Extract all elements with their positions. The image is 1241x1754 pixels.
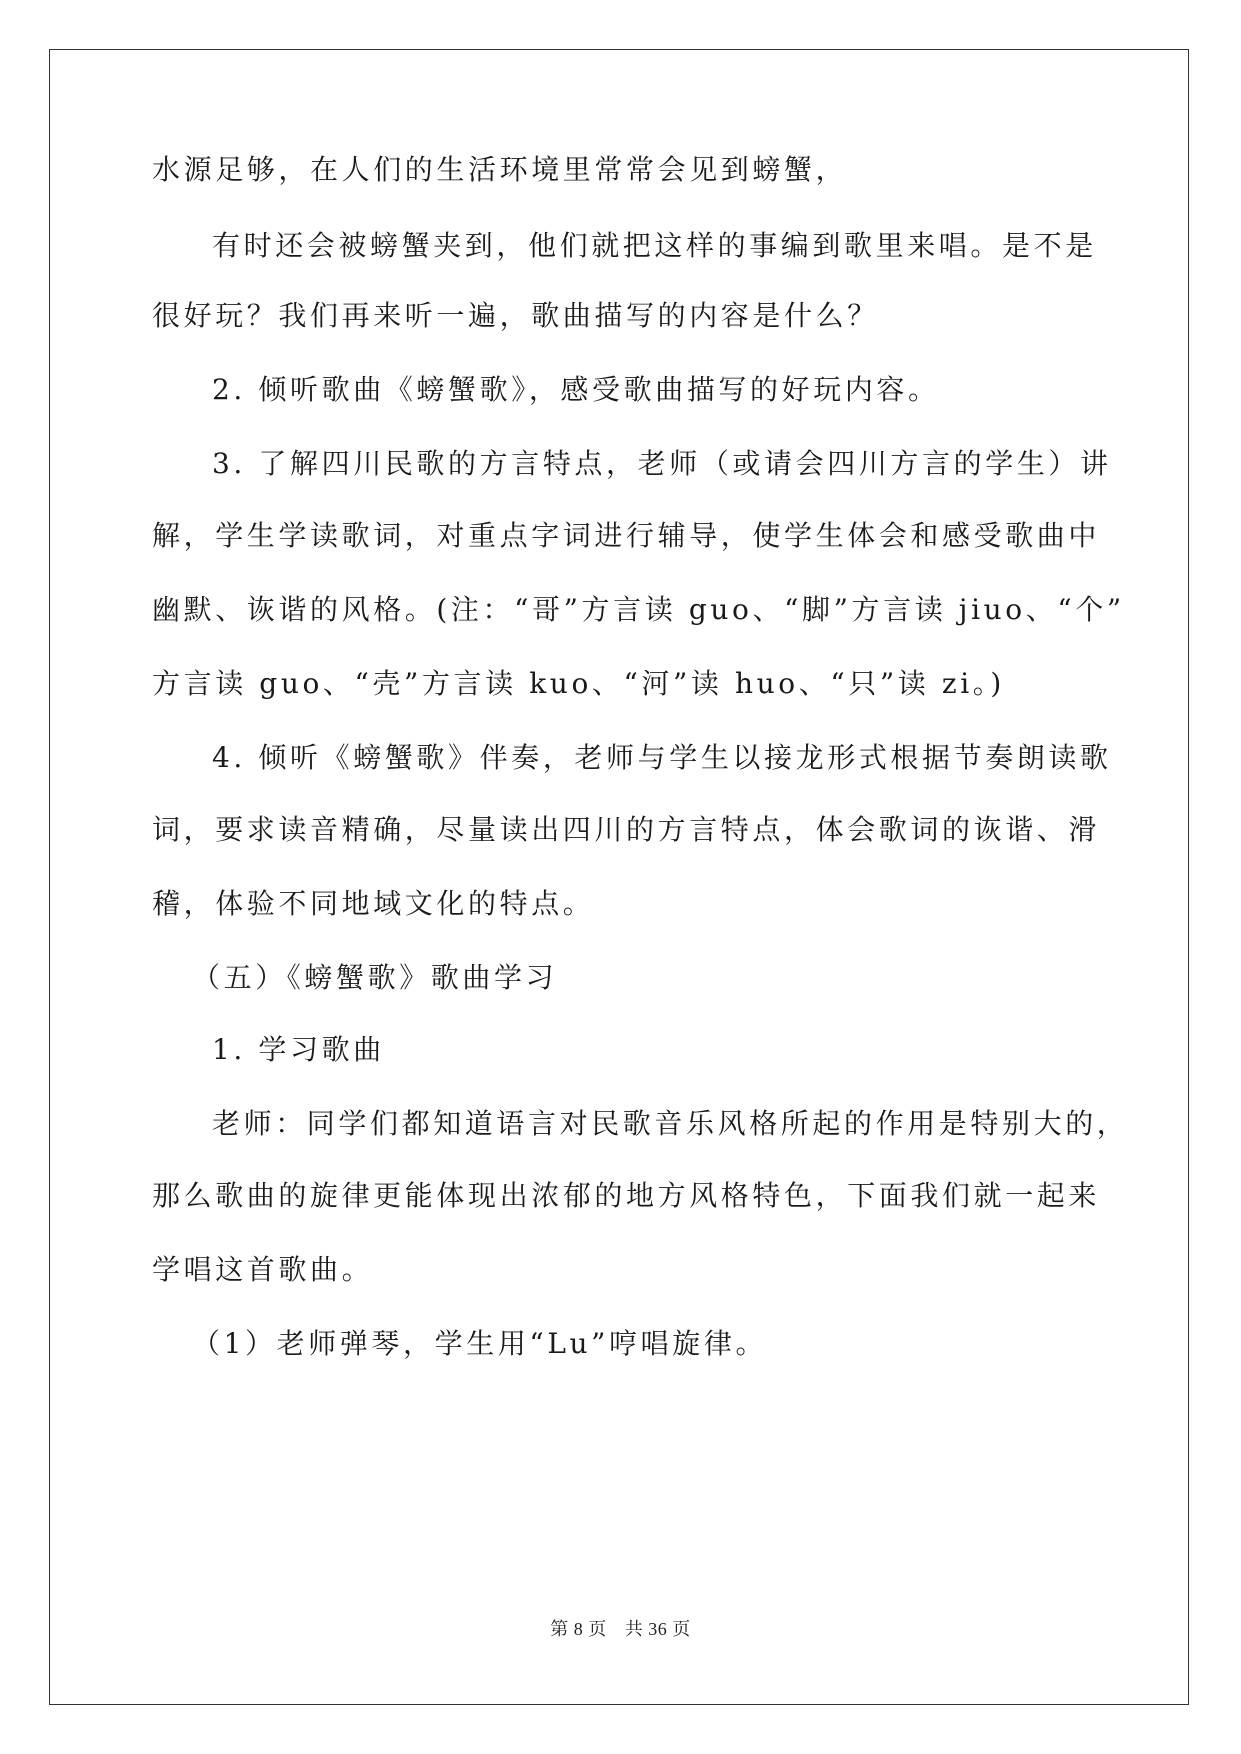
text-line: 2. 倾听歌曲《螃蟹歌》，感受歌曲描写的好玩内容。 [212, 373, 940, 406]
text-line: （1）老师弹琴，学生用“Lu”哼唱旋律。 [192, 1327, 768, 1360]
text-line: 老师：同学们都知道语言对民歌音乐风格所起的作用是特别大的， [212, 1107, 1129, 1140]
text-line: 有时还会被螃蟹夹到，他们就把这样的事编到歌里来唱。是不是 [212, 229, 1097, 262]
text-line: 水源足够，在人们的生活环境里常常会见到螃蟹， [152, 153, 848, 186]
page-total: 共 36 页 [624, 1619, 691, 1639]
text-line: 词，要求读音精确，尽量读出四川的方言特点，体会歌词的诙谐、滑 [152, 813, 1101, 846]
text-line: 学唱这首歌曲。 [152, 1253, 374, 1286]
text-line: 解，学生学读歌词，对重点字词进行辅导，使学生体会和感受歌曲中 [152, 519, 1101, 552]
page-footer [0, 1615, 1241, 1641]
page-number: 第 8 页 [550, 1619, 607, 1639]
text-line: 幽默、诙谐的风格。(注：“哥”方言读 guo、“脚”方言读 jiuo、“个” [152, 593, 1125, 626]
text-line: 4. 倾听《螃蟹歌》伴奏，老师与学生以接龙形式根据节奏朗读歌 [212, 741, 1112, 774]
text-line: 那么歌曲的旋律更能体现出浓郁的地方风格特色，下面我们就一起来 [152, 1179, 1101, 1212]
section-heading: （五）《螃蟹歌》歌曲学习 [192, 961, 558, 994]
text-line: 3. 了解四川民歌的方言特点，老师（或请会四川方言的学生）讲 [212, 447, 1112, 480]
text-line: 方言读 guo、“壳”方言读 kuo、“河”读 huo、“只”读 zi。) [152, 667, 1005, 700]
text-line: 很好玩？我们再来听一遍，歌曲描写的内容是什么？ [152, 299, 879, 332]
text-line: 稽，体验不同地域文化的特点。 [152, 887, 595, 920]
subsection-heading: 1. 学习歌曲 [212, 1033, 385, 1066]
